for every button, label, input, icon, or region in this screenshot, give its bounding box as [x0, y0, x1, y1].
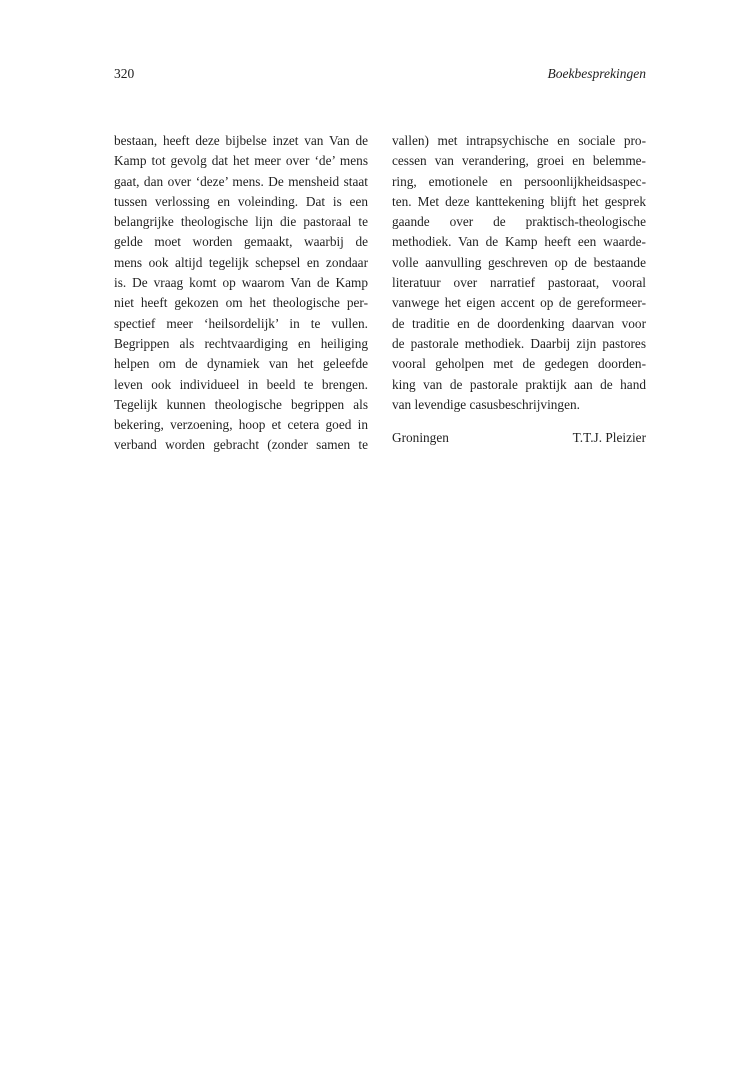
text-line: literatuur over narratief pastoraat, vooral	[392, 275, 646, 291]
text-line: ring, emotionele en persoonlijkheidsaspec-	[392, 173, 646, 189]
text-line: spectief meer ‘heilsordelijk’ in te vullen.	[114, 315, 368, 331]
text-line: vooral geholpen met de gedegen doorden-	[392, 356, 646, 372]
review-signature	[392, 428, 646, 448]
text-line: Begrippen als rechtvaardiging en heiliging	[114, 335, 368, 351]
text-line: bestaan, heeft deze bijbelse inzet van Van de	[114, 133, 368, 148]
text-line: de pastorale methodiek. Daarbij zijn pastores	[392, 335, 646, 351]
text-line: helpen om de dynamiek van het geleefde	[114, 356, 368, 372]
text-line: gelde moet worden gemaakt, waarbij de	[114, 234, 368, 250]
right-text-column	[392, 131, 646, 415]
text-line: gaat, dan over ‘deze’ mens. De mensheid staat	[114, 173, 368, 189]
text-line: vanwege het eigen accent op de gereformeer-	[392, 295, 646, 311]
text-line: is. De vraag komt op waarom Van de Kamp	[114, 275, 368, 291]
running-head	[114, 64, 646, 84]
signature-place: Groningen	[392, 430, 449, 445]
text-line-last: van levendige casusbeschrijvingen.	[392, 396, 580, 412]
text-line: vallen) met intrapsychische en sociale pro-	[392, 133, 646, 148]
text-line: Kamp tot gevolg dat het meer over ‘de’ mens	[114, 153, 368, 169]
text-line: mens ook altijd tegelijk schepsel en zondaar	[114, 254, 368, 270]
text-line: de traditie en de doordenking daarvan voor	[392, 315, 646, 331]
text-line: tussen verlossing en voleinding. Dat is een	[114, 193, 368, 209]
text-line: verband worden gebracht (zonder samen te	[114, 437, 368, 453]
text-line: bekering, verzoening, hoop et cetera goed in	[114, 417, 368, 433]
text-line: Tegelijk kunnen theologische begrippen als	[114, 396, 368, 412]
section-title: Boekbesprekingen	[547, 66, 646, 81]
text-line: volle aanvulling geschreven op de bestaande	[392, 254, 646, 270]
text-line: leven ook individueel in beeld te brengen.	[114, 376, 368, 392]
page-number: 320	[114, 66, 135, 81]
text-line: gaande over de praktisch-theologische	[392, 214, 646, 230]
text-line: niet heeft gekozen om het theologische per-	[114, 295, 368, 311]
text-line: ten. Met deze kanttekening blijft het gesprek	[392, 193, 646, 209]
text-line: belangrijke theologische lijn die pastoraal te	[114, 214, 368, 230]
text-line: king van de pastorale praktijk aan de hand	[392, 376, 646, 392]
left-text-column	[114, 131, 368, 456]
text-line: methodiek. Van de Kamp heeft een waarde-	[392, 234, 646, 250]
signature-author: T.T.J. Pleizier	[572, 430, 646, 445]
text-line: cessen van verandering, groei en belemme-	[392, 153, 646, 169]
